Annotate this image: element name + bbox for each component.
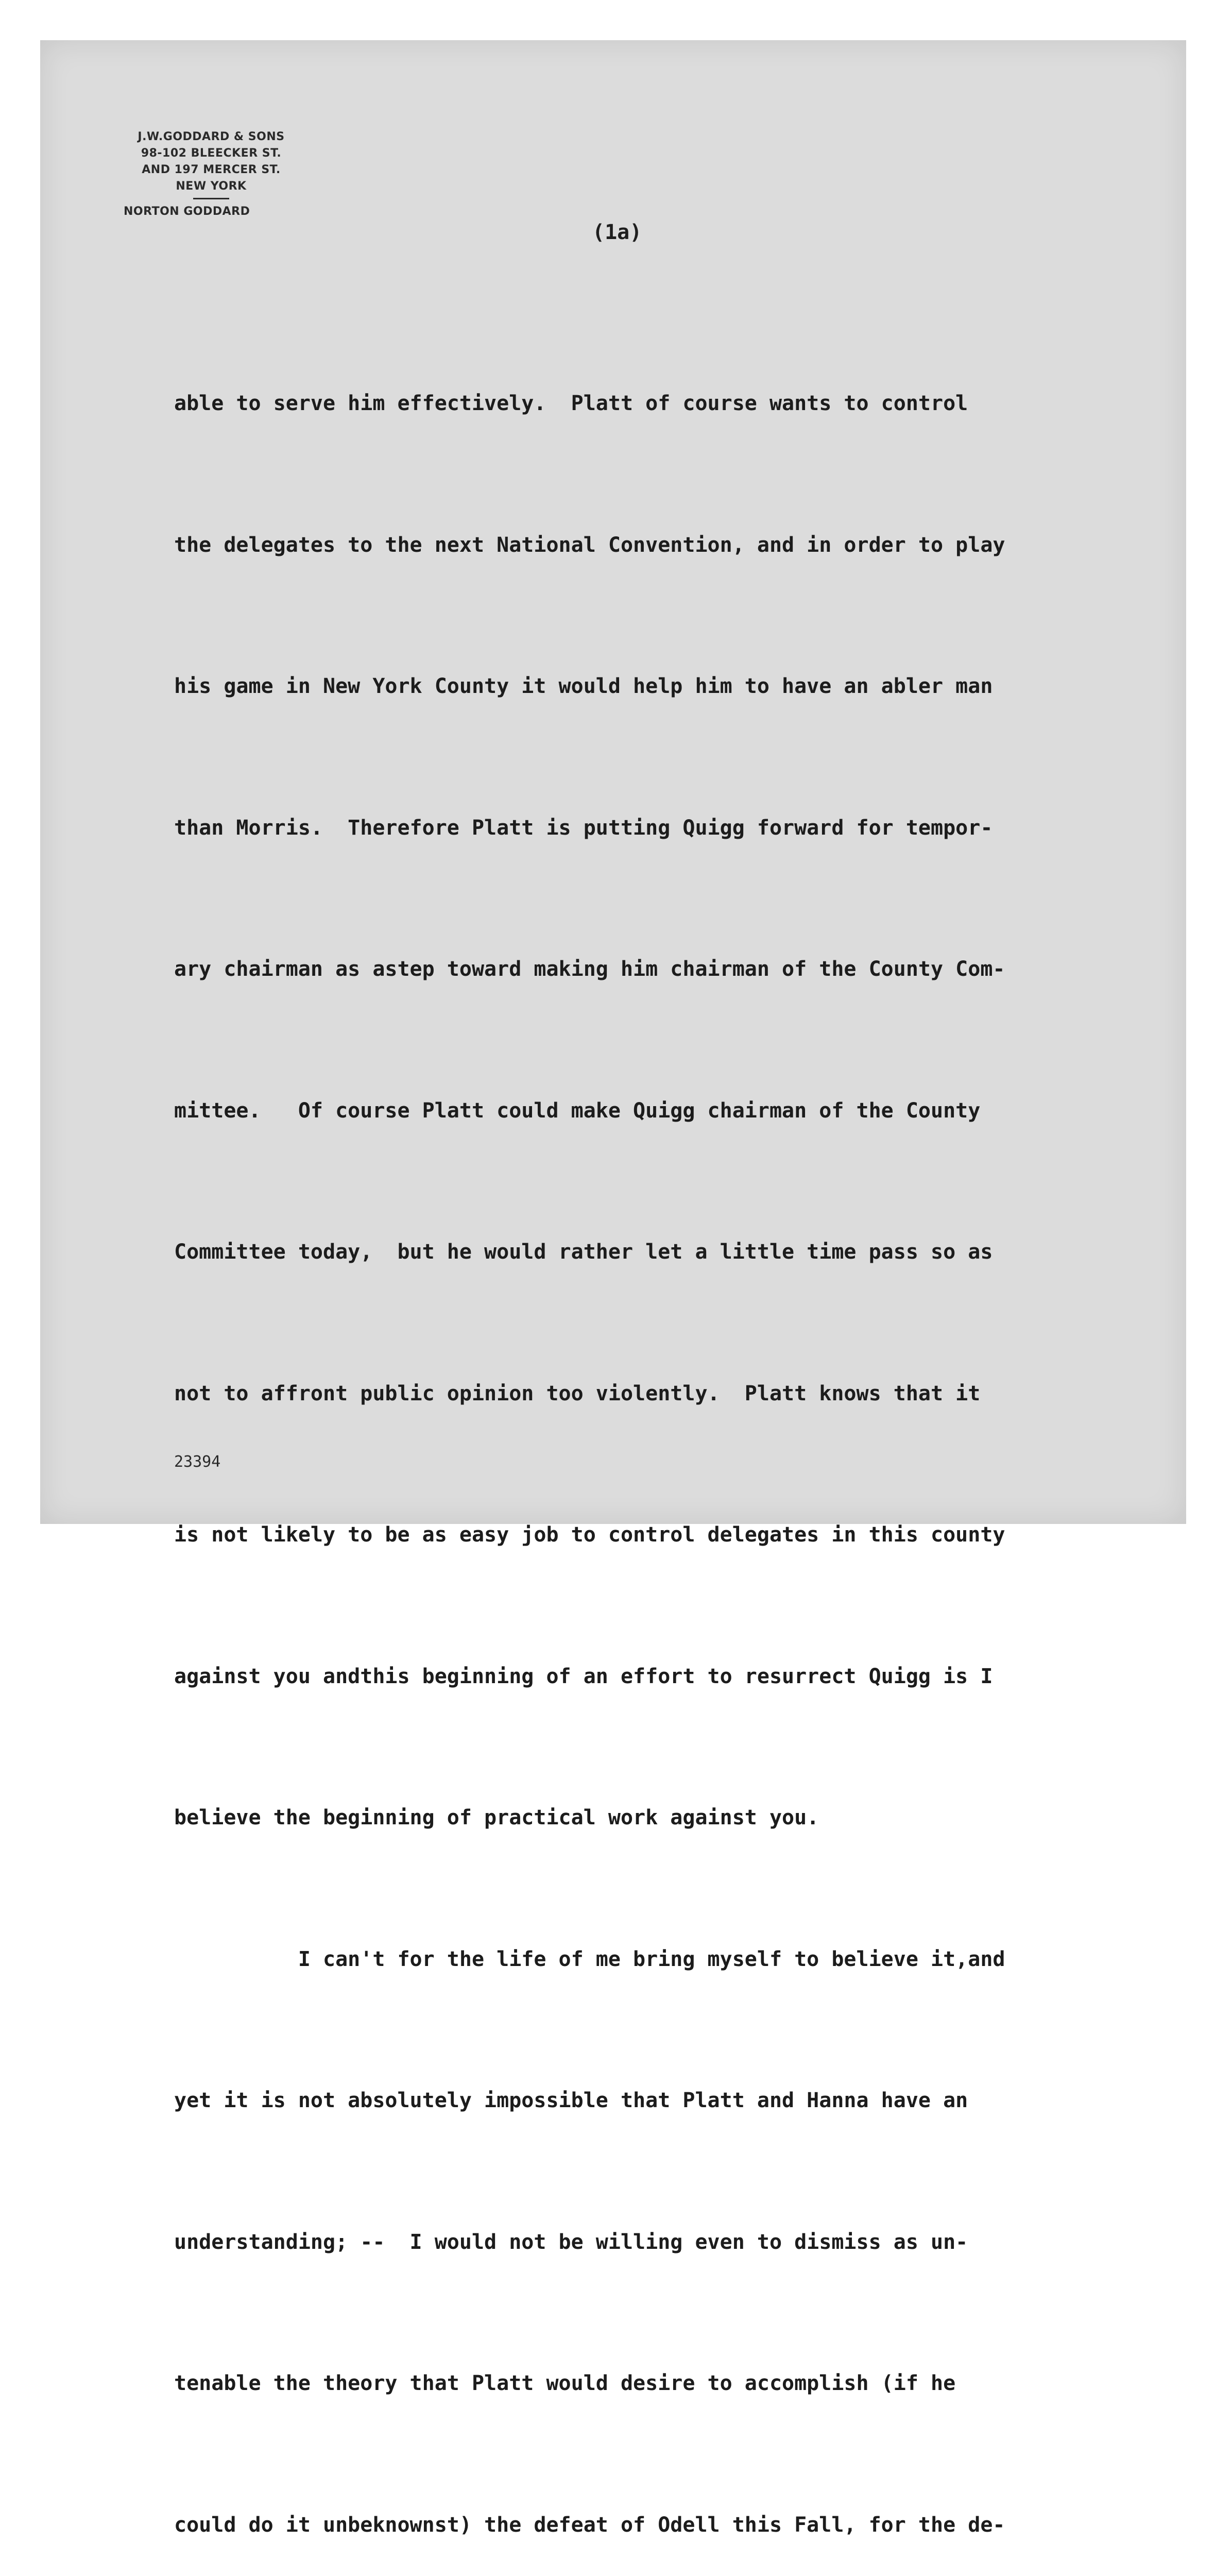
letterhead-city: NEW YORK [176,180,247,193]
page-number: (1a) [592,221,642,244]
body-line: could do it unbeknownst) the defeat of Odell this Fall, for the de- [174,2513,1005,2537]
body-line: tenable the theory that Platt would desire to accomplish (if he [174,2371,956,2395]
body-line: yet it is not absolutely impossible that Platt and Hanna have an [174,2089,968,2112]
body-line: against you andthis beginning of an effort to resurrect Quigg is I [174,1664,993,1688]
letterhead-address-1: 98-102 BLEECKER ST. [141,147,282,160]
letterhead [98,129,324,220]
letterhead-name: NORTON GODDARD [124,205,250,218]
body-line: ary chairman as astep toward making him chairman of the County Com- [174,957,1005,981]
letter-body [174,286,1153,2576]
body-line: Committee today, but he would rather let a little time pass so as [174,1240,993,1264]
body-line: is not likely to be as easy job to control delegates in this county [174,1523,1005,1547]
body-line: understanding; -- I would not be willing even to dismiss as un- [174,2230,968,2254]
body-line: than Morris. Therefore Platt is putting Quigg forward for tempor- [174,816,993,840]
body-line: not to affront public opinion too violently. Platt knows that it [174,1381,981,1405]
letterhead-address-2: AND 197 MERCER ST. [142,163,281,176]
document-id: 23394 [174,1453,221,1471]
body-line: the delegates to the next National Convention, and in order to play [174,533,1005,557]
letterhead-company: J.W.GODDARD & SONS [138,130,285,143]
body-line: believe the beginning of practical work against you. [174,1806,819,1829]
body-line: mittee. Of course Platt could make Quigg chairman of the County [174,1098,981,1123]
body-line: his game in New York County it would help him to have an abler man [174,674,993,698]
body-line: I can't for the life of me bring myself to believe it,and [174,1947,1005,1971]
body-line: able to serve him effectively. Platt of course wants to control [174,392,968,415]
letterhead-divider [193,198,229,199]
